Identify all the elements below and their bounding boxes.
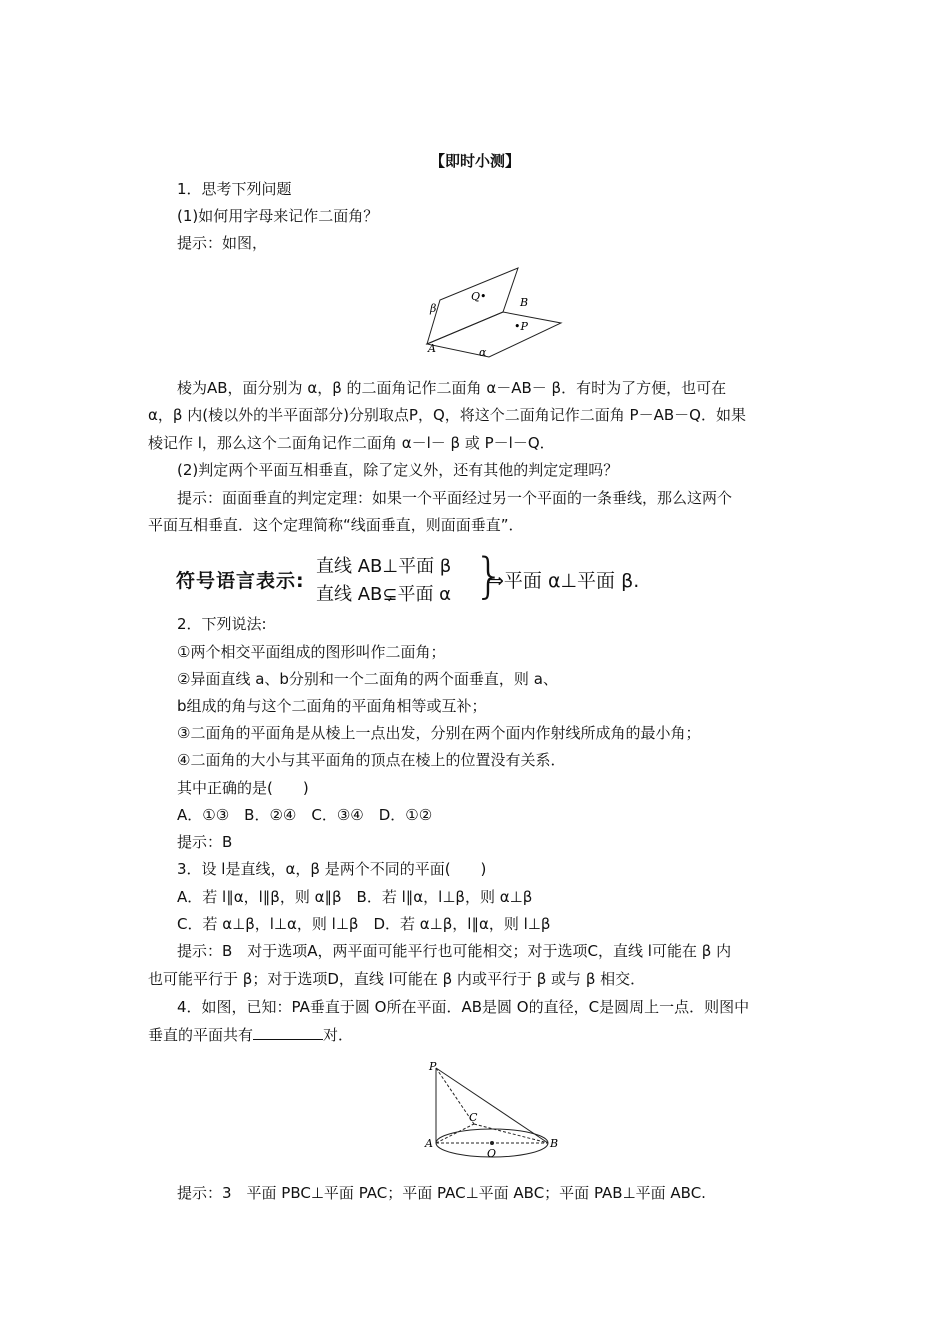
- q2-heading: 2．下列说法:: [177, 615, 267, 633]
- label-q: Q•: [471, 290, 487, 303]
- q2-statement2b: b组成的角与这个二面角的平面角相等或互补；: [177, 697, 487, 715]
- section-title: 【即时小测】: [429, 152, 520, 170]
- q2-ask: 其中正确的是( ): [177, 779, 309, 797]
- symbol-language: [176, 548, 696, 606]
- q2-options: A．①③ B．②④ C．③④ D．①②: [177, 806, 433, 824]
- q3-hint-line1: 提示：B 对于选项A，两平面可能平行也可能相交；对于选项C，直线 l可能在 β 内: [177, 942, 732, 960]
- label-beta: β: [430, 302, 437, 315]
- label-b: B: [550, 1137, 559, 1150]
- label-a: A: [425, 1137, 433, 1150]
- q1-sub2: (2)判定两个平面互相垂直，除了定义外，还有其他的判定定理吗？: [177, 461, 619, 479]
- symbol-result: ⇒平面 α⊥平面 β.: [488, 570, 640, 592]
- symbol-brace: }: [474, 548, 505, 604]
- q4-line2: [148, 1024, 353, 1045]
- plane-beta: [427, 268, 518, 344]
- q1-sub1: (1)如何用字母来记作二面角？: [177, 207, 379, 225]
- q1-hint2-line2: 平面互相垂直．这个定理简称“线面垂直，则面面垂直”．: [148, 516, 524, 534]
- label-p: •P: [514, 320, 528, 333]
- label-b: B: [520, 296, 529, 309]
- center-point-o: [490, 1141, 494, 1145]
- symbol-label: 符号语言表示:: [176, 570, 305, 592]
- q2-statement4: ④二面角的大小与其平面角的顶点在棱上的位置没有关系．: [177, 751, 566, 769]
- q1-hint2-line1: 提示：面面垂直的判定定理：如果一个平面经过另一个平面的一条垂线，那么这两个: [177, 489, 733, 507]
- label-a: A: [428, 342, 436, 355]
- label-alpha: α: [479, 346, 487, 359]
- label-c: C: [469, 1111, 478, 1124]
- circle-perpendicular-figure: [420, 1058, 570, 1168]
- q4-answer-blank: [253, 1027, 323, 1040]
- q4-hint: 提示：3 平面 PBC⊥平面 PAC；平面 PAC⊥平面 ABC；平面 PAB⊥平面 ABC.: [177, 1184, 706, 1202]
- q1-para-line2: α，β 内(棱以外的半平面部分)分别取点P，Q，将这个二面角记作二面角 P－AB－Q．如果: [148, 406, 746, 424]
- q2-statement2a: ②异面直线 a、b分别和一个二面角的两个面垂直，则 a、: [177, 670, 558, 688]
- q1-hint1: 提示：如图，: [177, 234, 268, 252]
- segment-cb: [474, 1124, 548, 1143]
- q2-statement1: ①两个相交平面组成的图形叫作二面角；: [177, 643, 446, 661]
- segment-ac: [436, 1124, 474, 1143]
- dihedral-figure-lines: [427, 268, 561, 357]
- label-p: P: [429, 1060, 437, 1073]
- q4-line1: 4．如图，已知：PA垂直于圆 O所在平面．AB是圆 O的直径，C是圆周上一点．则图中: [177, 998, 750, 1016]
- q3-stem: 3．设 l是直线，α，β 是两个不同的平面( ): [177, 860, 487, 878]
- q1-para-line3: 棱记作 l，那么这个二面角记作二面角 α－l－ β 或 P－l－Q．: [148, 434, 555, 452]
- dihedral-angle-figure: [418, 262, 568, 362]
- symbol-row2: 直线 AB⊊平面 α: [316, 584, 452, 605]
- q4-line2-post: 对．: [323, 1026, 354, 1044]
- q4-line2-pre: 垂直的平面共有: [148, 1026, 254, 1044]
- label-o: O: [487, 1147, 497, 1160]
- q3-options-cd: C．若 α⊥β，l⊥α，则 l⊥β D．若 α⊥β，l∥α，则 l⊥β: [177, 915, 551, 933]
- q1-heading: 1．思考下列问题: [177, 180, 292, 198]
- symbol-row1: 直线 AB⊥平面 β: [316, 556, 452, 577]
- q3-hint-line2: 也可能平行于 β；对于选项D，直线 l可能在 β 内或平行于 β 或与 β 相交．: [148, 970, 646, 988]
- q3-options-ab: A．若 l∥α，l∥β，则 α∥β B．若 l∥α，l⊥β，则 α⊥β: [177, 888, 533, 906]
- q2-statement3: ③二面角的平面角是从棱上一点出发，分别在两个面内作射线所成角的最小角；: [177, 724, 701, 742]
- segment-pb: [436, 1068, 548, 1143]
- q1-para-line1: 棱为AB，面分别为 α，β 的二面角记作二面角 α－AB－ β．有时为了方便，也可在: [177, 379, 727, 397]
- q2-hint: 提示：B: [177, 833, 233, 851]
- plane-alpha: [427, 312, 561, 357]
